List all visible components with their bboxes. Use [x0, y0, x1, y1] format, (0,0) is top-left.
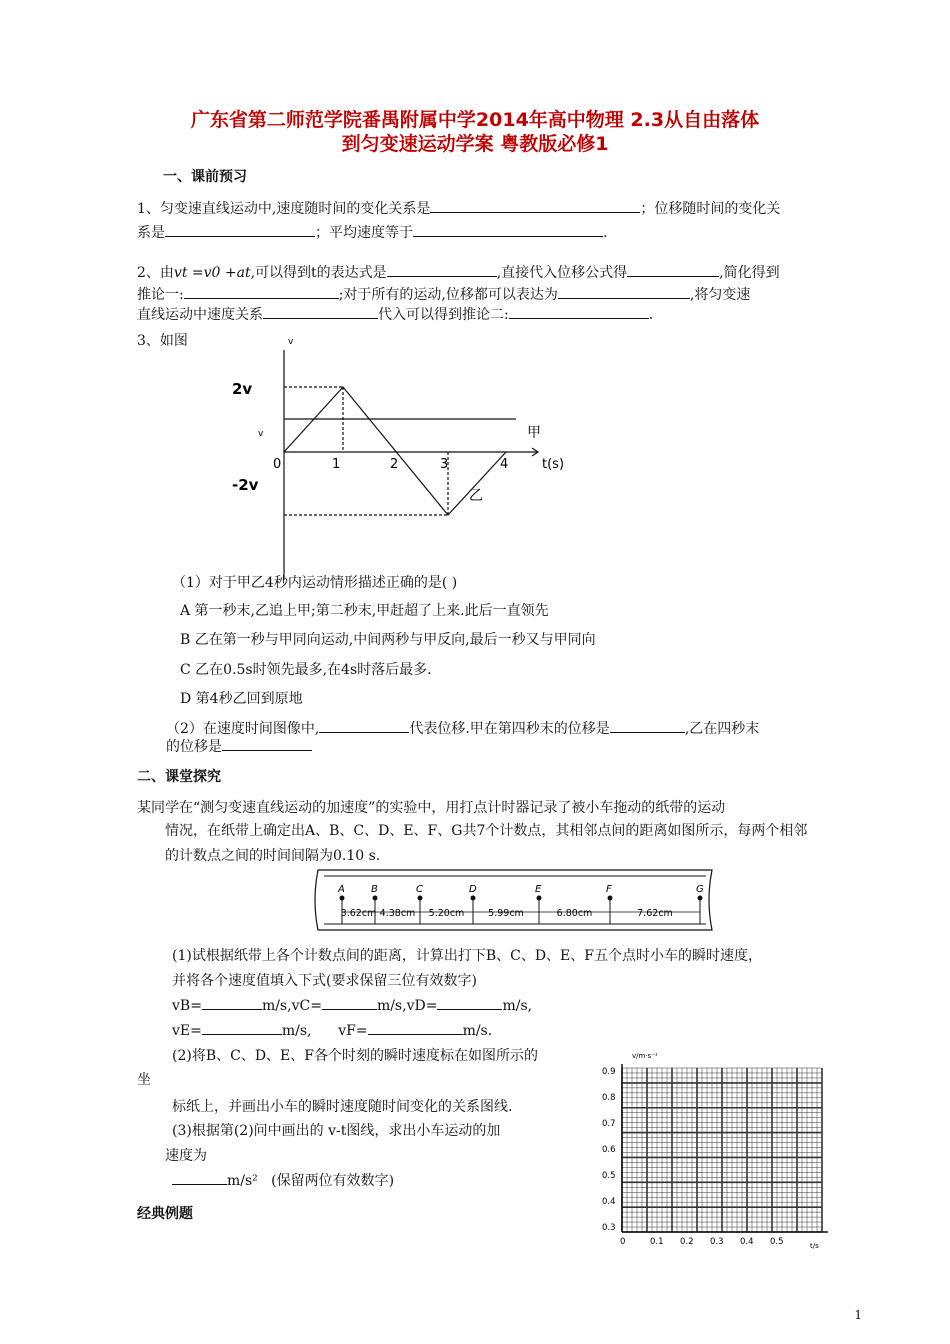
graph-q2-line2: 的位移是 [166, 736, 312, 758]
ve-blank[interactable] [202, 1020, 282, 1035]
exp-q2-line3: 标纸上，并画出小车的瞬时速度随时间变化的关系图线. [172, 1099, 513, 1115]
tape-point-label: F [606, 884, 612, 895]
label-neg2v: -2v [232, 476, 259, 494]
grid-y-tick: 0.5 [602, 1171, 616, 1181]
tape-distance-label: 6.80cm [556, 908, 593, 919]
tape-points [337, 884, 704, 924]
tape-point-label: B [371, 884, 378, 895]
paper-tape [310, 868, 720, 932]
acceleration-blank[interactable] [172, 1170, 227, 1185]
answer-blank[interactable] [558, 284, 690, 299]
grid-x-tick: 0.5 [770, 1237, 784, 1247]
grid-y-tick: 0.7 [602, 1119, 616, 1129]
exp-q1-line2: 并将各个速度值填入下式(要求保留三位有效数字) [172, 973, 477, 989]
tape-point-label: D [469, 884, 477, 895]
answer-blank[interactable] [165, 222, 315, 237]
answer-blank[interactable] [222, 736, 312, 751]
q2-line3: 直线运动中速度关系 代入可以得到推论二: . [137, 304, 653, 326]
graph-q1-stem: （1）对于甲乙4秒内运动情形描述正确的是( ) [172, 575, 458, 591]
exp-q3-line1: (3)根据第(2)问中画出的 v-t图线，求出小车运动的加 [172, 1123, 501, 1139]
vc-blank[interactable] [322, 995, 377, 1010]
tick-3: 3 [440, 457, 449, 472]
grid-x-tick: 0.3 [710, 1237, 724, 1247]
classic-heading: 经典例题 [137, 1206, 193, 1222]
section2-para-line3: 的计数点之间的时间间隔为0.10 s. [165, 848, 381, 864]
grid-x-label: t/s [810, 1242, 819, 1250]
answer-blank[interactable] [509, 304, 649, 319]
vf-blank[interactable] [368, 1020, 463, 1035]
section2-para-line1: 某同学在“测匀变速直线运动的加速度”的实验中，用打点计时器记录了被小车拖动的纸带的运动 [137, 800, 726, 816]
exp-q2-line1: (2)将B、C、D、E、F各个时刻的瞬时速度标在如图所示的 [172, 1048, 538, 1064]
q2-line2: 推论一: ;对于所有的运动,位移都可以表达为 ,将匀变速 [137, 284, 750, 306]
exp-q3-line3: m/s² (保留两位有效数字) [172, 1170, 394, 1192]
section1-heading: 一、课前预习 [163, 169, 247, 185]
tape-distance-label: 5.20cm [428, 908, 465, 919]
section2-heading: 二、课堂探究 [137, 769, 221, 785]
tick-1: 1 [332, 457, 341, 472]
option-c[interactable]: C 乙在0.5s时领先最多,在4s时落后最多. [180, 662, 432, 678]
q3-label: 3、如图 [137, 333, 188, 349]
x-axis-label: t(s) [542, 457, 565, 472]
answer-blank[interactable] [430, 198, 640, 213]
tape-distance-label: 3.62cm [340, 908, 377, 919]
grid-y-tick: 0.8 [602, 1093, 616, 1103]
tape-point-label: A [338, 884, 345, 895]
label-yi: 乙 [469, 488, 483, 504]
answer-blank[interactable] [413, 222, 603, 237]
tape-point-label: C [416, 884, 423, 895]
answer-blank[interactable] [610, 718, 685, 733]
option-b[interactable]: B 乙在第一秒与甲同向运动,中间两秒与甲反向,最后一秒又与甲同向 [180, 632, 596, 648]
grid-y-tick: 0.9 [602, 1067, 616, 1077]
grid-y-tick: 0.3 [602, 1223, 616, 1233]
page-number: 1 [854, 1308, 862, 1322]
exp-q1-line1: (1)试根据纸带上各个计数点间的距离，计算出打下B、C、D、E、F五个点时小车的瞬时速度， [172, 948, 762, 964]
option-a[interactable]: A 第一秒末,乙追上甲;第二秒末,甲赶超了上来.此后一直领先 [180, 603, 549, 619]
section2-para-line2: 情况，在纸带上确定出A、B、C、D、E、F、G共7个计数点，其相邻点间的距离如图所示，每两个相邻 [165, 823, 808, 839]
tick-4: 4 [500, 457, 509, 472]
grid-y-tick: 0.6 [602, 1145, 616, 1155]
tick-0: 0 [273, 457, 282, 472]
answer-blank[interactable] [319, 718, 409, 733]
grid-x-tick: 0.2 [680, 1237, 694, 1247]
q2-line1: 2、由vt =v0 +at,可以得到t的表达式是 ,直接代入位移公式得 ,简化得到 [137, 262, 780, 284]
vt-graph [220, 330, 600, 600]
grid-x-tick: 0.1 [650, 1237, 664, 1247]
coordinate-grid [596, 1042, 836, 1252]
answer-blank[interactable] [263, 304, 378, 319]
tape-point-label: E [535, 884, 542, 895]
graph-q2-line1: （2）在速度时间图像中, 代表位移.甲在第四秒末的位移是 ,乙在四秒末 [166, 718, 759, 740]
label-v: v [258, 429, 264, 439]
velocity-row2: vE= m/s, vF= m/s. [172, 1020, 492, 1042]
tape-distance-label: 5.99cm [488, 908, 524, 919]
answer-blank[interactable] [627, 262, 719, 277]
label-2v: 2v [232, 380, 253, 398]
vd-blank[interactable] [437, 995, 502, 1010]
tape-distance-label: 4.38cm [379, 908, 416, 919]
tape-point-label: G [696, 884, 704, 895]
grid-y-tick: 0.4 [602, 1197, 616, 1207]
grid-x-tick: 0.4 [740, 1237, 754, 1247]
grid-x-tick: 0 [620, 1237, 626, 1247]
exp-q2-line2: 坐 [137, 1072, 151, 1088]
q1-line1: 1、匀变速直线运动中,速度随时间的变化关系是 ；位移随时间的变化关 [137, 198, 780, 220]
option-d[interactable]: D 第4秒乙回到原地 [180, 691, 303, 707]
q1-line2: 系是 ；平均速度等于 . [137, 222, 607, 244]
answer-blank[interactable] [387, 262, 497, 277]
page-title-line2: 到匀变速运动学案 粤教版必修1 [341, 133, 609, 155]
y-axis-label: v [288, 337, 294, 347]
tick-2: 2 [390, 457, 399, 472]
exp-q3-line2: 速度为 [165, 1148, 207, 1164]
answer-blank[interactable] [184, 284, 339, 299]
page-title-line1: 广东省第二师范学院番禺附属中学2014年高中物理 2.3从自由落体 [190, 109, 760, 131]
velocity-row1: vB= m/s,vC= m/s,vD= m/s, [172, 995, 532, 1017]
label-jia: 甲 [527, 425, 541, 441]
formula: vt =v0 +at [173, 265, 251, 281]
grid-y-label: v/m·s⁻¹ [632, 1052, 658, 1060]
vb-blank[interactable] [202, 995, 262, 1010]
tape-distance-label: 7.62cm [637, 908, 673, 919]
